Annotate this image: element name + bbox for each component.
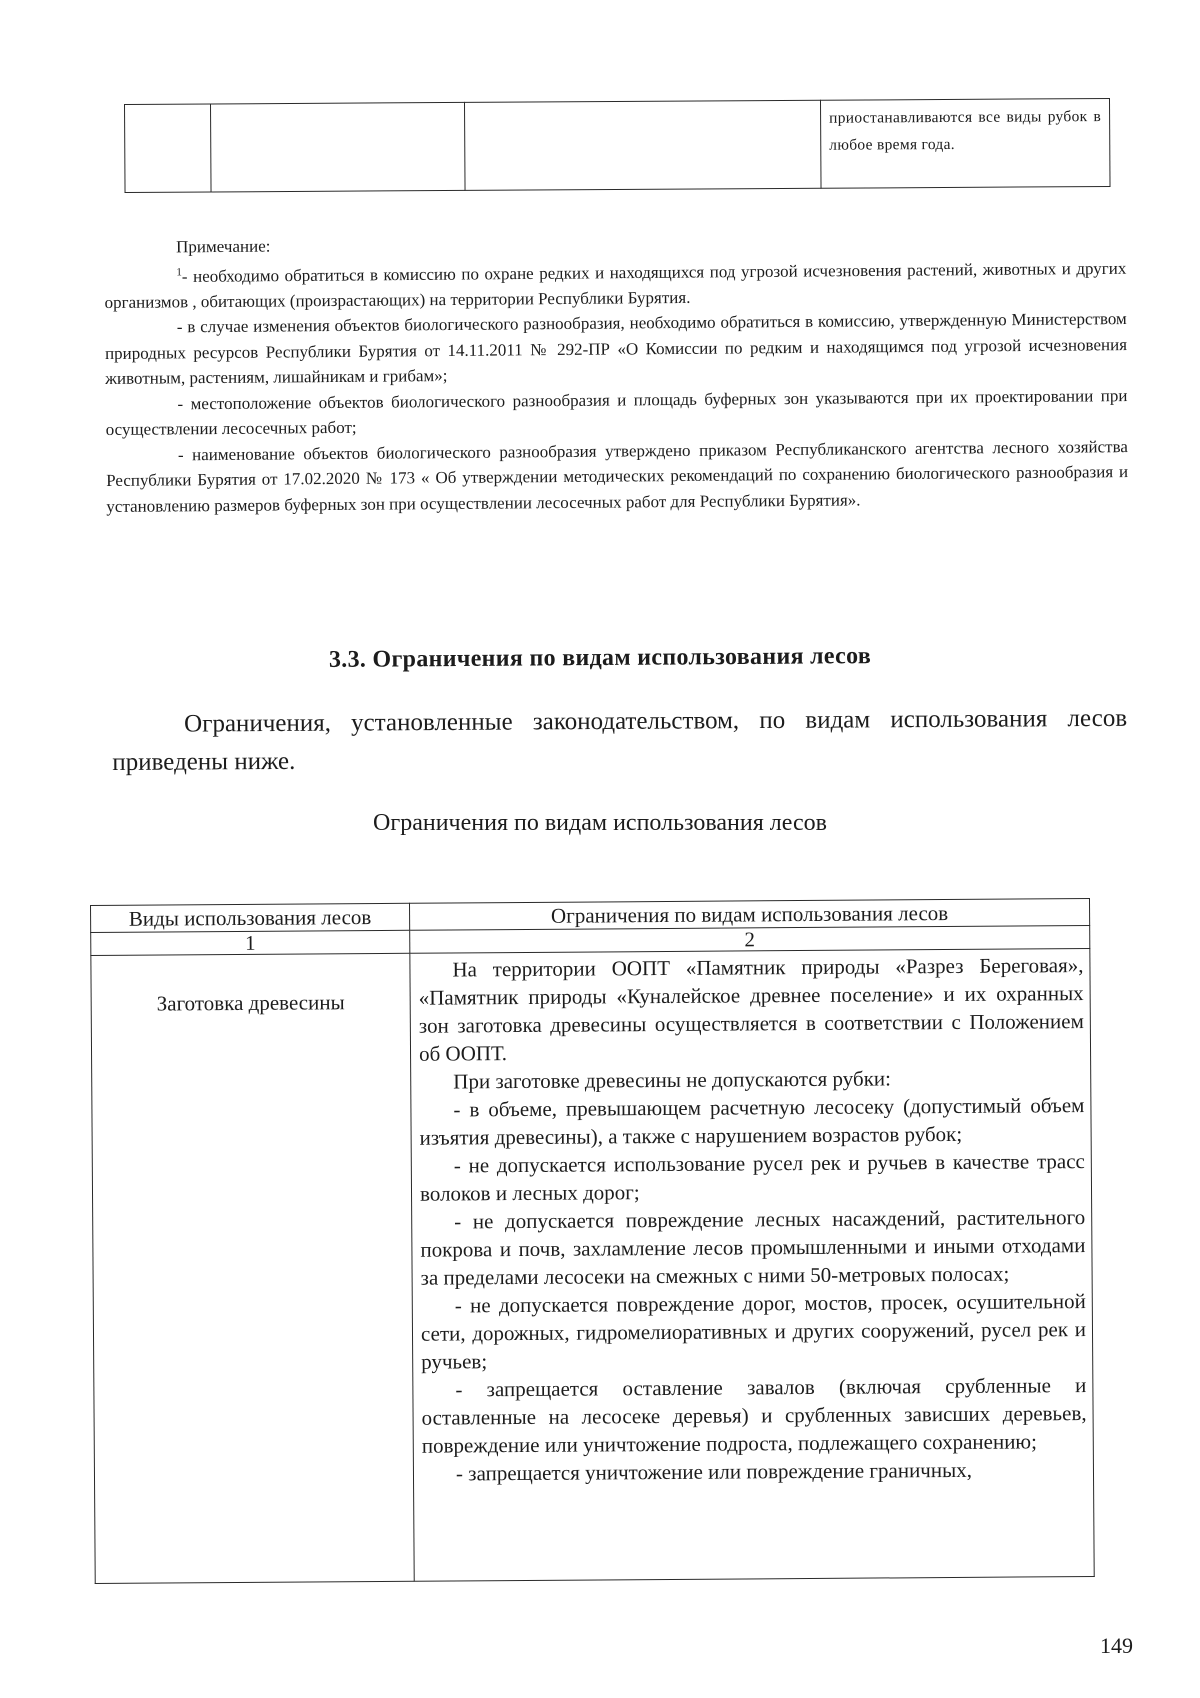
table-cell: [211, 102, 466, 192]
note-paragraph: - наименование объектов биологического разнообразия утверждено приказом Республиканского агентства лесного хозяйства Республики Бурятия от 17.02.2020 № 173 « Об утверждении методических рекомендаций по сохранению биологического разнообразия и установлению размеров буферных зон при осуществлении лесосечных работ для Республики Бурятия».: [106, 436, 1129, 516]
restriction-paragraph: - запрещается уничтожение или повреждение граничных,: [455, 1457, 973, 1486]
column-header: Виды использования лесов: [91, 903, 410, 932]
restrictions-cell: [410, 949, 1094, 1582]
intro-paragraph: [112, 700, 1127, 782]
column-number: 1: [91, 930, 410, 955]
note-paragraph: - местоположение объектов биологического разнообразия и площадь буферных зон указываются при их проектировании при осуществлении лесосечных работ;: [105, 385, 1128, 440]
restriction-paragraph: - в объеме, превышающем расчетную лесосеку (допустимый объем изъятия древесины), а также с нарушением возрастов рубок;: [419, 1093, 1085, 1150]
intro-text: Ограничения, установленные законодательством, по видам использования лесов приведены ниже.: [112, 704, 1128, 776]
note-paragraph: - в случае изменения объектов биологического разнообразия, необходимо обратиться в комиссию, утвержденную Министерством природных ресурсов Республики Бурятия от 14.11.2011 № 292-ПР «О Комиссии по редким и находящимся под угрозой исчезновения животным, растениям, лишайникам и грибам»;: [104, 309, 1128, 389]
note-text: - необходимо обратиться в комиссию по охране редких и находящихся под угрозой исчезновения растений, животных и других организмов , обитающих (произрастающих) на территории Республики Бурятия.: [104, 258, 1127, 312]
restriction-paragraph: На территории ООПТ «Памятник природы «Разрез Береговая», «Памятник природы «Куналейское древнее поселение» и их охранных зон заготовка древесины осуществляется в соответствии с Положением об ООПТ.: [418, 953, 1084, 1066]
section-heading: 3.3. Ограничения по видам использования лесов: [328, 643, 872, 673]
restriction-paragraph: - запрещается оставление завалов (включая срубленные и оставленные на лесосеке деревья) и срубленных зависших деревьев, повреждение или уничтожение подроста, подлежащего сохранению;: [421, 1373, 1087, 1458]
note-paragraph: [104, 252, 1126, 316]
restriction-paragraph: - не допускается повреждение лесных насаждений, растительного покрова и почв, захламление лесов промышленными и иными отходами за пределами лесосеки на смежных с ними 50-метровых полосах;: [420, 1205, 1086, 1290]
column-number: 2: [410, 926, 1090, 954]
previous-table-fragment: [124, 98, 1111, 193]
note-block: [104, 226, 1128, 519]
table-cell-text: приостанавливаются все виды рубок в любое время года.: [820, 98, 1110, 188]
table-caption: Ограничения по видам использования лесов: [373, 810, 827, 836]
footnote-mark: 1: [176, 265, 182, 278]
table-cell: [125, 104, 212, 193]
note-label: Примечание:: [176, 236, 271, 257]
restrictions-table: [90, 898, 1095, 1584]
forest-use-kind: Заготовка древесины: [91, 953, 414, 1583]
restriction-paragraph: При заготовке древесины не допускаются рубки:: [453, 1066, 892, 1094]
table-row: [125, 98, 1111, 192]
restriction-paragraph: - не допускается использование русел рек и ручьев в качестве трасс волоков и лесных дорог;: [419, 1149, 1085, 1206]
restriction-paragraph: - не допускается повреждение дорог, мостов, просек, осушительной сети, дорожных, гидромелиоративных и других сооружений, русел рек и ручьев;: [420, 1289, 1087, 1374]
page-number: 149: [1100, 1633, 1133, 1658]
table-cell: [464, 100, 821, 190]
column-header: Ограничения по видам использования лесов: [409, 899, 1089, 931]
table-row: [91, 949, 1094, 1584]
